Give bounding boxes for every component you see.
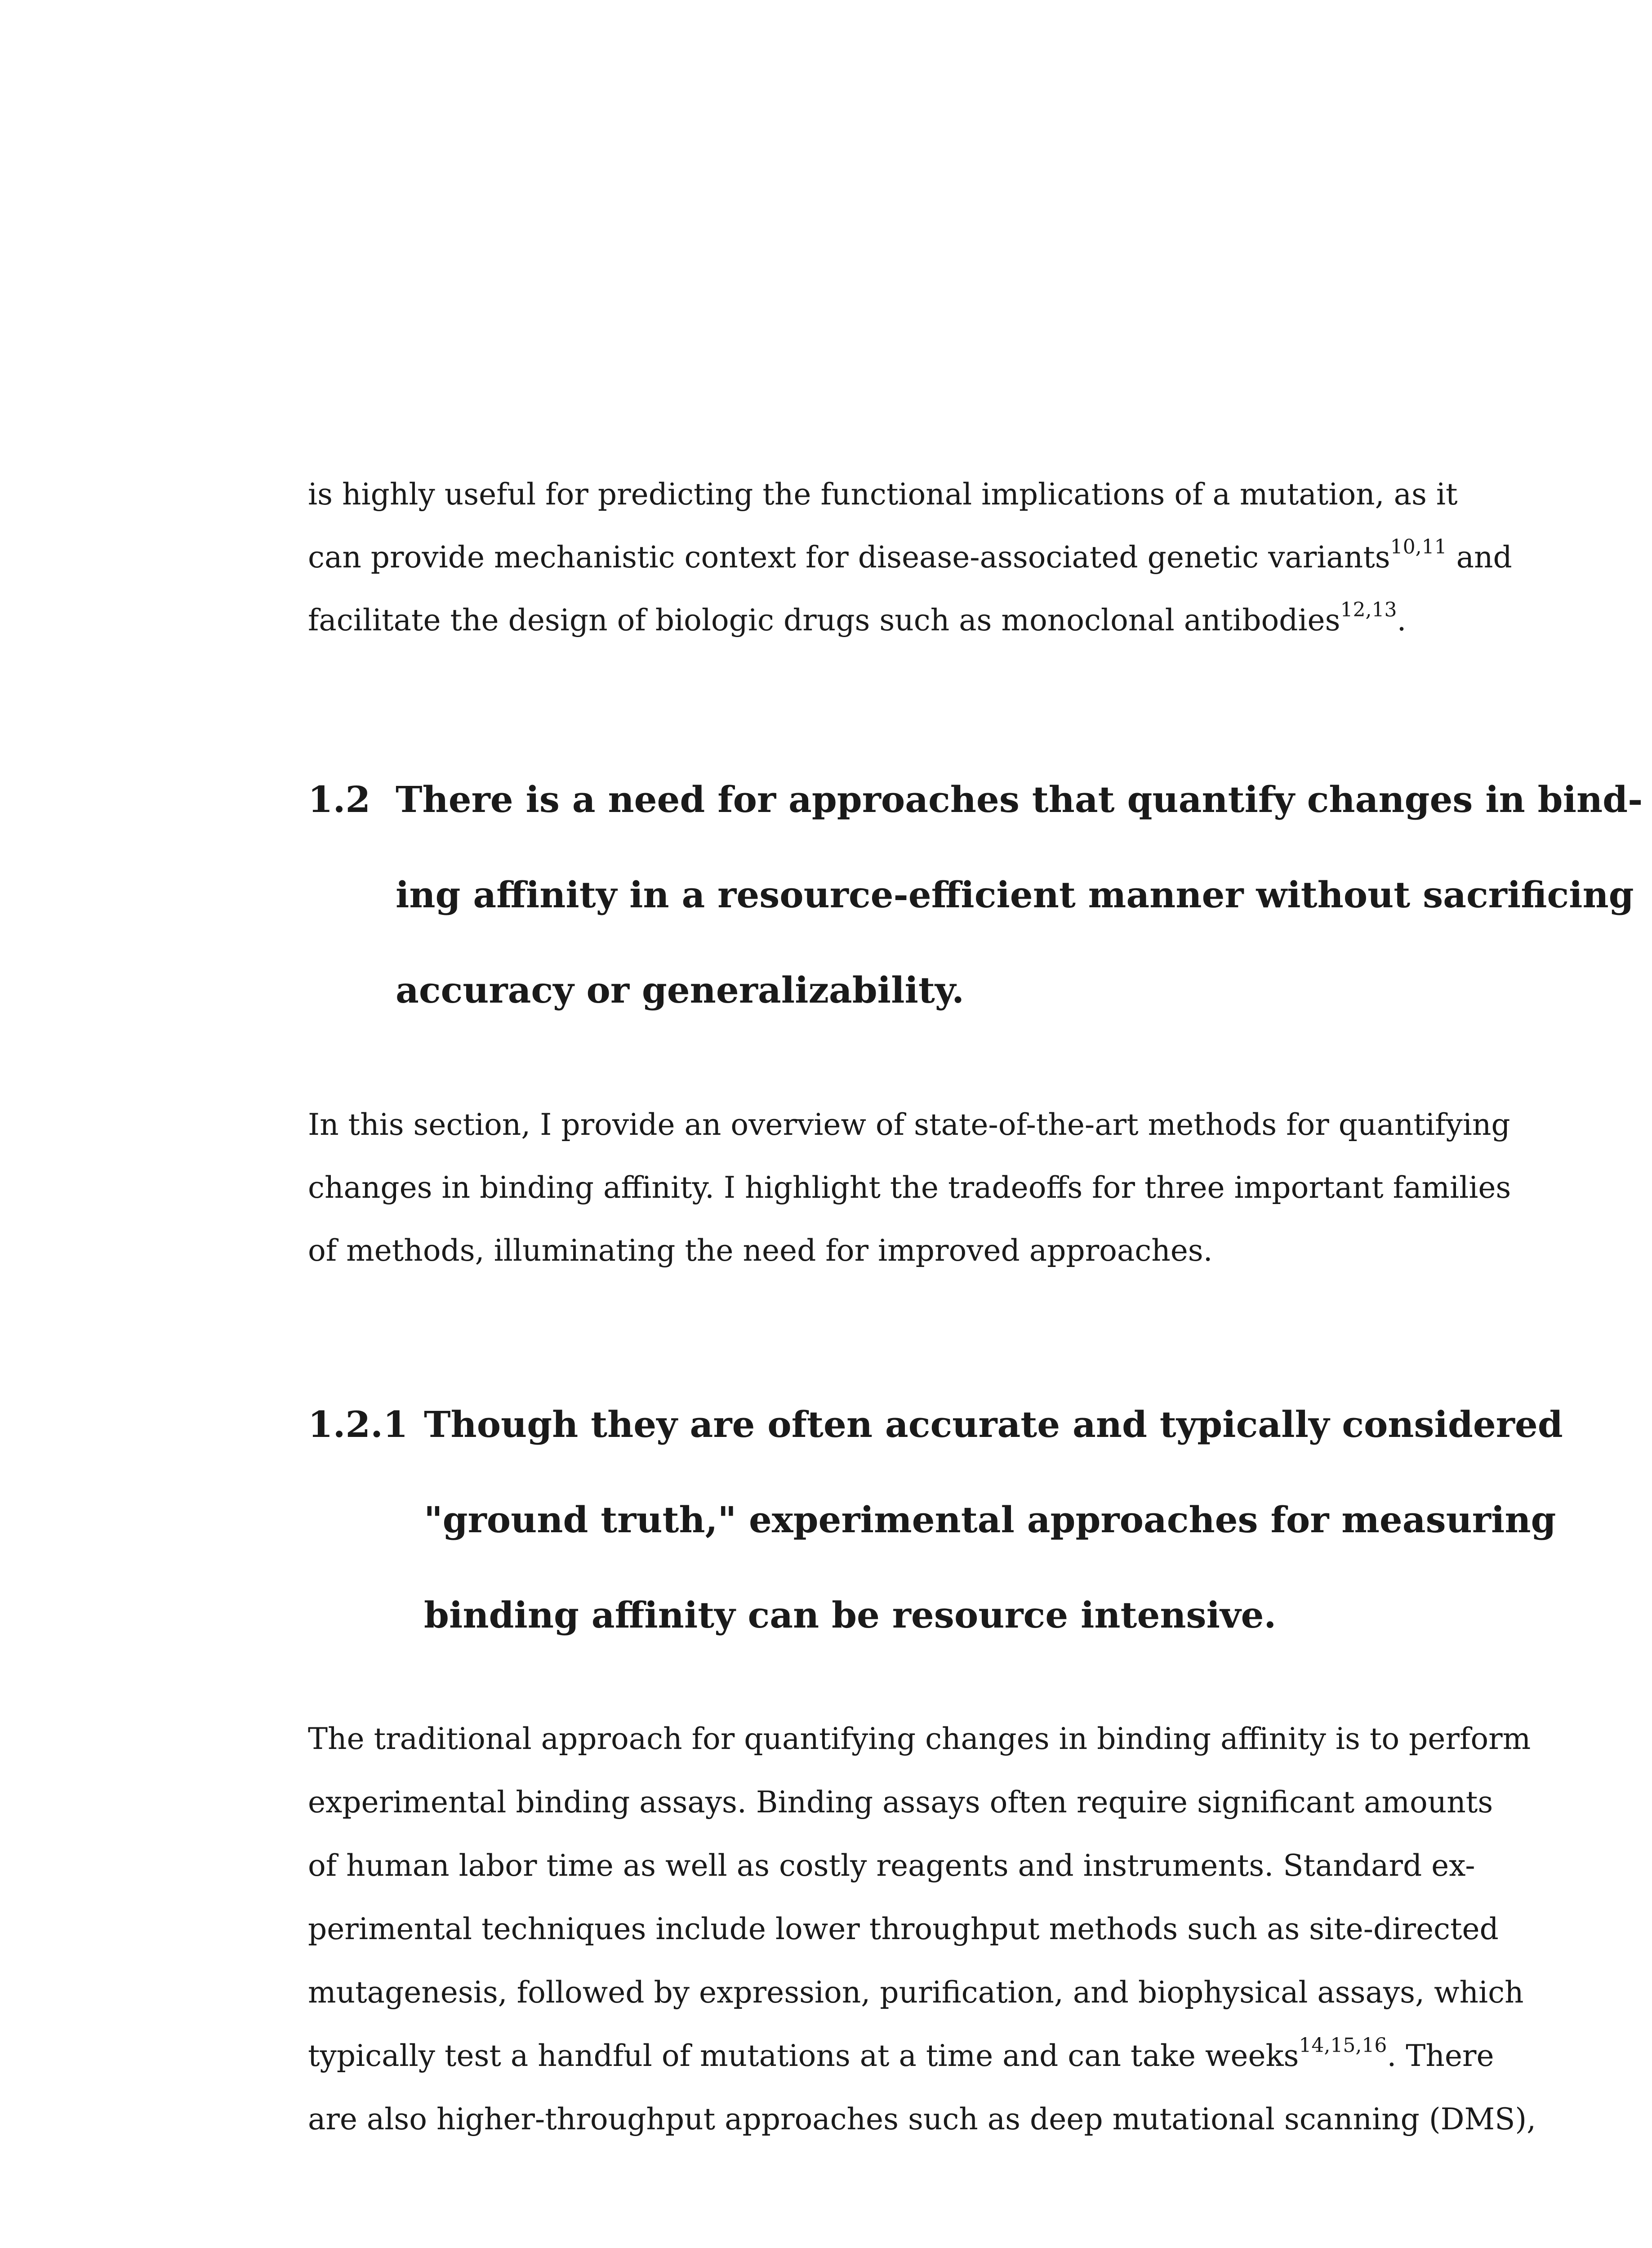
paragraph-line: The traditional approach for quantifying changes in binding affinity is to perform xyxy=(308,1722,1531,1756)
paragraph-text: facilitate the design of biologic drugs such as monoclonal antibodies xyxy=(308,603,1340,638)
citation: 10,11 xyxy=(1390,535,1447,558)
paragraph-text: can provide mechanistic context for disease-associated genetic variants xyxy=(308,540,1390,575)
section-title-line: There is a need for approaches that quantify changes in bind- xyxy=(396,778,1643,821)
paragraph-line: of methods, illuminating the need for improved approaches. xyxy=(308,1233,1213,1268)
citation: 12,13 xyxy=(1340,598,1397,621)
section-number: 1.2 xyxy=(308,778,371,821)
paragraph-line: mutagenesis, followed by expression, purification, and biophysical assays, which xyxy=(308,1975,1524,2010)
section-title-line: accuracy or generalizability. xyxy=(396,969,964,1011)
paragraph-line: of human labor time as well as costly reagents and instruments. Standard ex- xyxy=(308,1848,1475,1883)
paragraph-text: . There xyxy=(1387,2038,1494,2073)
paragraph-line xyxy=(308,535,1512,575)
section-title-line: ing affinity in a resource-efficient manner without sacrificing xyxy=(396,874,1634,916)
section-title-line: "ground truth," experimental approaches for measuring xyxy=(424,1499,1556,1541)
paragraph-line xyxy=(308,598,1423,638)
paragraph-text: typically test a handful of mutations at a time and can take weeks xyxy=(308,2038,1299,2073)
section-title-line: Though they are often accurate and typically considered xyxy=(424,1403,1563,1445)
paragraph-line xyxy=(308,2034,1494,2074)
paragraph-line: changes in binding affinity. I highlight the tradeoffs for three important families xyxy=(308,1170,1511,1205)
paragraph-line: perimental techniques include lower throughput methods such as site-directed xyxy=(308,1912,1499,1946)
paragraph-line: is highly useful for predicting the functional implications of a mutation, as it xyxy=(308,477,1458,512)
paragraph-line: are also higher-throughput approaches such as deep mutational scanning (DMS), xyxy=(308,2102,1536,2136)
section-number: 1.2.1 xyxy=(308,1403,408,1445)
paragraph-text: and xyxy=(1447,540,1512,575)
paragraph-line: In this section, I provide an overview of state-of-the-art methods for quantifying xyxy=(308,1107,1510,1142)
section-title-line: binding affinity can be resource intensive. xyxy=(424,1594,1277,1636)
citation: 14,15,16 xyxy=(1299,2034,1387,2057)
paragraph-text: . xyxy=(1397,603,1407,638)
paragraph-line: experimental binding assays. Binding assays often require significant amounts xyxy=(308,1785,1493,1820)
